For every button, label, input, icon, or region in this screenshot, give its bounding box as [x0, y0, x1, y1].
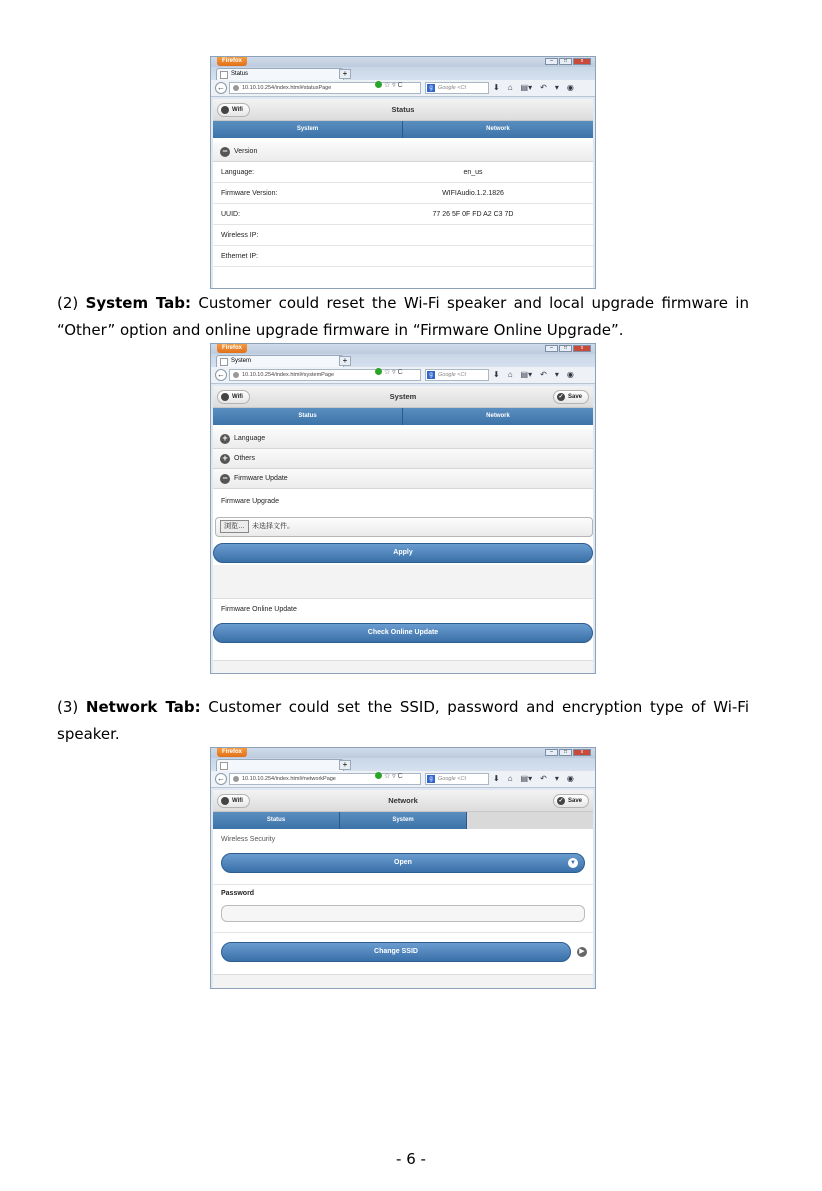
wireless-security-label: Wireless Security [221, 836, 276, 843]
minimize-icon[interactable]: – [545, 345, 558, 352]
browser-titlebar [211, 57, 595, 67]
security-select[interactable] [221, 853, 585, 873]
bookmark-star-icon[interactable]: ☆ ▿ C [383, 82, 403, 89]
row-label: Ethernet IP: [221, 253, 258, 260]
new-tab-button[interactable]: + [339, 69, 351, 79]
bookmarks-icon[interactable]: ▤▾ [520, 774, 533, 783]
paragraph-text: Customer could reset the Wi-Fi speaker and local upgrade firmware in “Other” option and online upgrade firmware in “Firmware Online Upgrade”. [57, 294, 749, 339]
term-heading: Network Tab: [85, 698, 201, 716]
home-icon[interactable]: ⌂ [507, 83, 513, 92]
term-heading: System Tab: [85, 294, 192, 312]
firefox-menu-button[interactable]: Firefox [217, 57, 247, 66]
chevron-right-icon: ▶ [577, 947, 587, 957]
tab-navbar [213, 121, 593, 138]
go-icon[interactable] [375, 368, 382, 375]
wifi-back-button[interactable]: Wifi [217, 390, 250, 404]
browser-navbar [211, 367, 595, 384]
minus-icon: − [220, 474, 230, 484]
url-bar[interactable]: 10.10.10.254/index.html#networkPage [229, 773, 421, 785]
section-label: Firmware Update [234, 475, 288, 482]
browser-tabbar [211, 758, 595, 771]
page-footer [213, 660, 593, 674]
new-tab-button[interactable]: + [339, 356, 351, 366]
page-title: Network [213, 790, 593, 812]
wifi-back-button[interactable]: Wifi [217, 103, 250, 117]
tab-navbar [213, 812, 593, 829]
search-box[interactable]: g Google <Ct [425, 369, 489, 381]
url-controls [375, 81, 403, 89]
minimize-icon[interactable]: – [545, 58, 558, 65]
firmware-upgrade-label: Firmware Upgrade [221, 498, 279, 505]
toolbar-icons [493, 82, 574, 94]
system-page-screenshot [210, 343, 596, 674]
tab-status[interactable]: Status [213, 812, 340, 829]
no-file-label: 未选择文件。 [252, 523, 294, 530]
info-row [213, 246, 593, 267]
window-controls [545, 58, 591, 65]
web-page [213, 790, 593, 989]
new-tab-button[interactable]: + [339, 760, 351, 770]
download-icon[interactable]: ⬇ [493, 774, 500, 783]
dropdown-icon[interactable]: ▾ [554, 370, 559, 379]
row-value: en_us [463, 169, 483, 176]
check-online-update-button[interactable]: Check Online Update [213, 623, 593, 643]
dropdown-icon[interactable]: ▾ [554, 83, 559, 92]
others-section-header[interactable] [213, 449, 593, 469]
window-controls [545, 345, 591, 352]
maximize-icon[interactable]: □ [559, 749, 572, 756]
search-box[interactable]: g Google <Ct [425, 773, 489, 785]
status-page-screenshot [210, 56, 596, 289]
firefox-menu-button[interactable]: Firefox [217, 748, 247, 757]
section-label: Language [234, 435, 266, 442]
bookmark-star-icon[interactable]: ☆ ▿ C [383, 369, 403, 376]
row-label: UUID: [221, 211, 241, 218]
bookmarks-icon[interactable]: ▤▾ [520, 83, 533, 92]
chevron-down-icon: ▼ [568, 858, 578, 868]
security-value: Open [394, 859, 412, 866]
addon-icon[interactable]: ◉ [566, 774, 574, 783]
browser-tab[interactable]: System [216, 355, 344, 367]
language-section-header[interactable] [213, 429, 593, 449]
history-icon[interactable]: ↶ [540, 83, 547, 92]
browser-tabbar [211, 354, 595, 367]
toolbar-icons [493, 369, 574, 381]
file-input[interactable] [215, 517, 593, 537]
row-label: Wireless IP: [221, 232, 259, 239]
maximize-icon[interactable]: □ [559, 58, 572, 65]
tab-system[interactable]: System [340, 812, 467, 829]
row-value: WIFIAudio.1.2.1826 [442, 190, 504, 197]
maximize-icon[interactable]: □ [559, 345, 572, 352]
apply-button[interactable]: Apply [213, 543, 593, 563]
browser-navbar [211, 771, 595, 788]
back-arrow-icon[interactable]: ← [217, 370, 225, 379]
home-icon[interactable]: ⌂ [507, 774, 513, 783]
toolbar-icons [493, 773, 574, 785]
url-bar[interactable]: 10.10.10.254/index.html#statusPage [229, 82, 421, 94]
row-value: 77 26 5F 0F FD A2 C3 7D [432, 211, 514, 218]
row-label: Language: [221, 169, 255, 176]
item-number: (3) [57, 698, 86, 716]
firmware-online-update-label: Firmware Online Update [221, 606, 297, 613]
divider [213, 884, 593, 885]
bookmarks-icon[interactable]: ▤▾ [520, 370, 533, 379]
browser-navbar [211, 80, 595, 97]
history-icon[interactable]: ↶ [540, 370, 547, 379]
browser-tab[interactable] [216, 759, 344, 771]
password-input[interactable] [221, 905, 585, 922]
browser-titlebar [211, 344, 595, 354]
addon-icon[interactable]: ◉ [566, 83, 574, 92]
info-row [213, 225, 593, 246]
page-footer [213, 974, 593, 989]
back-arrow-icon[interactable]: ← [217, 774, 225, 783]
save-button[interactable]: ✓ Save [553, 794, 589, 808]
download-icon[interactable]: ⬇ [493, 83, 500, 92]
go-icon[interactable] [375, 81, 382, 88]
change-ssid-button[interactable]: Change SSID [221, 942, 571, 962]
page-title: Status [213, 99, 593, 121]
url-bar[interactable]: 10.10.10.254/index.html#systemPage [229, 369, 421, 381]
bookmark-star-icon[interactable]: ☆ ▿ C [383, 773, 403, 780]
info-row [213, 183, 593, 204]
window-controls [545, 749, 591, 756]
info-row [213, 162, 593, 183]
spacer-panel [213, 565, 593, 599]
dropdown-icon[interactable]: ▾ [554, 774, 559, 783]
wifi-back-button[interactable]: Wifi [217, 794, 250, 808]
url-controls [375, 368, 403, 376]
page-number: - 6 - [396, 1150, 426, 1168]
item-number: (2) [57, 294, 86, 312]
firefox-menu-button[interactable]: Firefox [217, 344, 247, 353]
firmware-update-section-header[interactable] [213, 469, 593, 489]
addon-icon[interactable]: ◉ [566, 370, 574, 379]
password-label: Password [221, 890, 255, 897]
go-icon[interactable] [375, 772, 382, 779]
system-tab-paragraph [57, 290, 749, 344]
plus-icon: + [220, 434, 230, 444]
web-page [213, 99, 593, 289]
tab-system[interactable]: System [213, 121, 403, 138]
web-page [213, 386, 593, 674]
section-label: Others [234, 455, 256, 462]
section-label: Version [234, 148, 258, 155]
tab-navbar [213, 408, 593, 425]
close-icon[interactable]: x [573, 345, 591, 352]
divider [213, 932, 593, 933]
minus-icon: − [220, 147, 230, 157]
row-label: Firmware Version: [221, 190, 278, 197]
home-icon[interactable]: ⌂ [507, 370, 513, 379]
search-box[interactable]: g Google <Ct [425, 82, 489, 94]
page-title: System [213, 386, 593, 408]
browser-tab[interactable]: Status [216, 68, 344, 80]
network-tab-paragraph [57, 694, 749, 748]
tab-status[interactable]: Status [213, 408, 403, 425]
info-row [213, 204, 593, 225]
close-icon[interactable]: x [573, 749, 591, 756]
tab-network[interactable]: Network [403, 408, 593, 425]
minimize-icon[interactable]: – [545, 749, 558, 756]
browser-tabbar [211, 67, 595, 80]
history-icon[interactable]: ↶ [540, 774, 547, 783]
plus-icon: + [220, 454, 230, 464]
browse-button[interactable]: 浏览… [220, 520, 249, 533]
download-icon[interactable]: ⬇ [493, 370, 500, 379]
save-button[interactable]: ✓ Save [553, 390, 589, 404]
browser-titlebar [211, 748, 595, 758]
back-arrow-icon[interactable]: ← [217, 83, 225, 92]
close-icon[interactable]: x [573, 58, 591, 65]
tab-network[interactable]: Network [403, 121, 593, 138]
version-section-header[interactable] [213, 142, 593, 162]
url-controls [375, 772, 403, 780]
network-page-screenshot [210, 747, 596, 989]
paragraph-text: Customer could set the SSID, password and encryption type of Wi-Fi speaker. [57, 698, 750, 743]
